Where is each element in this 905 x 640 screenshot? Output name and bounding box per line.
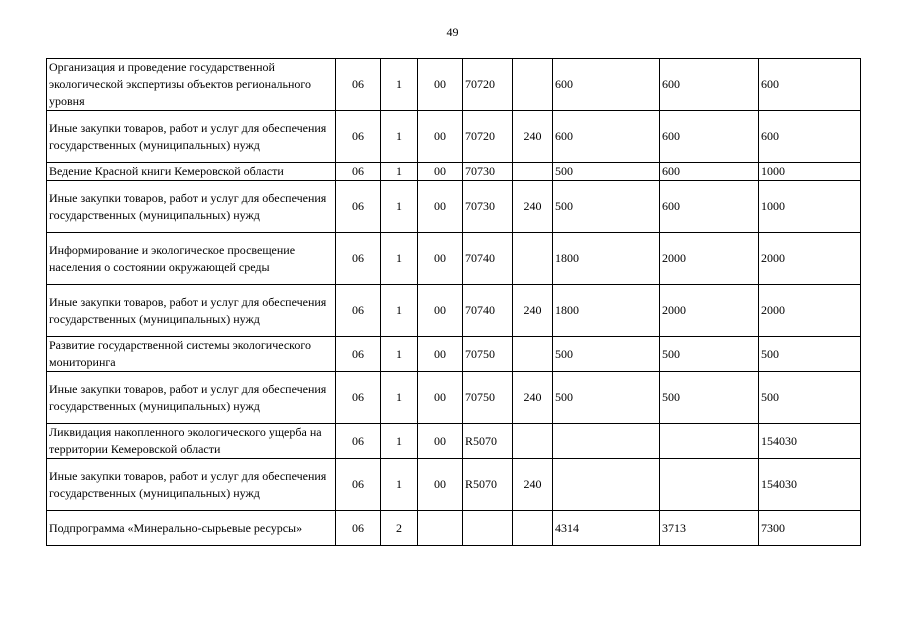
row-expense-type: [513, 59, 553, 111]
row-group: 00: [418, 111, 463, 163]
row-expense-type: 240: [513, 181, 553, 233]
row-subprogram: 1: [381, 285, 418, 337]
row-year3: 2000: [759, 285, 861, 337]
row-year2: 500: [660, 337, 759, 372]
row-name: Иные закупки товаров, работ и услуг для обеспечения государственных (муниципальных) нужд: [47, 459, 336, 511]
row-subprogram: 1: [381, 111, 418, 163]
table-row: [47, 111, 861, 163]
row-section: 06: [336, 372, 381, 424]
row-item: 70740: [463, 233, 513, 285]
row-year2: [660, 424, 759, 459]
row-year1: 500: [553, 181, 660, 233]
row-group: 00: [418, 233, 463, 285]
row-year3: 500: [759, 372, 861, 424]
row-group: 00: [418, 59, 463, 111]
row-year3: 154030: [759, 424, 861, 459]
row-name: Ликвидация накопленного экологического ущерба на территории Кемеровской области: [47, 424, 336, 459]
row-year1: [553, 459, 660, 511]
row-section: 06: [336, 459, 381, 511]
row-year1: 500: [553, 163, 660, 181]
row-year1: 600: [553, 59, 660, 111]
row-name: Информирование и экологическое просвещение населения о состоянии окружающей среды: [47, 233, 336, 285]
row-expense-type: 240: [513, 111, 553, 163]
row-section: 06: [336, 163, 381, 181]
row-section: 06: [336, 111, 381, 163]
row-subprogram: 1: [381, 181, 418, 233]
row-section: 06: [336, 424, 381, 459]
row-year3: 600: [759, 111, 861, 163]
row-section: 06: [336, 181, 381, 233]
row-expense-type: [513, 337, 553, 372]
budget-table: [46, 58, 861, 546]
row-year3: 600: [759, 59, 861, 111]
row-item: 70750: [463, 372, 513, 424]
row-expense-type: [513, 163, 553, 181]
row-expense-type: 240: [513, 285, 553, 337]
row-expense-type: [513, 233, 553, 285]
row-name: Иные закупки товаров, работ и услуг для обеспечения государственных (муниципальных) нужд: [47, 111, 336, 163]
row-group: 00: [418, 424, 463, 459]
row-name: Иные закупки товаров, работ и услуг для обеспечения государственных (муниципальных) нужд: [47, 285, 336, 337]
row-year2: 2000: [660, 285, 759, 337]
row-year3: 154030: [759, 459, 861, 511]
page-number: 49: [446, 25, 459, 39]
row-year2: 2000: [660, 233, 759, 285]
budget-table-body: [47, 59, 861, 546]
table-row: [47, 424, 861, 459]
row-section: 06: [336, 337, 381, 372]
row-section: 06: [336, 59, 381, 111]
row-item: 70740: [463, 285, 513, 337]
row-year1: 500: [553, 337, 660, 372]
row-name: Организация и проведение государственной экологической экспертизы объектов регионального уровня: [47, 59, 336, 111]
row-year3: 500: [759, 337, 861, 372]
row-subprogram: 1: [381, 233, 418, 285]
row-expense-type: [513, 424, 553, 459]
row-section: 06: [336, 233, 381, 285]
row-expense-type: 240: [513, 459, 553, 511]
row-year1: 500: [553, 372, 660, 424]
table-row: [47, 511, 861, 546]
row-subprogram: 2: [381, 511, 418, 546]
row-name: Иные закупки товаров, работ и услуг для обеспечения государственных (муниципальных) нужд: [47, 181, 336, 233]
row-expense-type: [513, 511, 553, 546]
row-year2: 600: [660, 111, 759, 163]
row-year2: 500: [660, 372, 759, 424]
row-section: 06: [336, 285, 381, 337]
row-item: 70730: [463, 163, 513, 181]
row-year3: 1000: [759, 163, 861, 181]
table-row: [47, 181, 861, 233]
row-year2: 3713: [660, 511, 759, 546]
row-item: R5070: [463, 459, 513, 511]
row-item: 70720: [463, 111, 513, 163]
row-year1: 600: [553, 111, 660, 163]
table-row: [47, 459, 861, 511]
row-year2: 600: [660, 59, 759, 111]
row-group: [418, 511, 463, 546]
row-name: Подпрограмма «Минерально-сырьевые ресурсы»: [47, 511, 336, 546]
row-year1: 1800: [553, 233, 660, 285]
table-row: [47, 233, 861, 285]
row-name: Иные закупки товаров, работ и услуг для обеспечения государственных (муниципальных) нужд: [47, 372, 336, 424]
row-subprogram: 1: [381, 337, 418, 372]
row-group: 00: [418, 163, 463, 181]
row-year1: 1800: [553, 285, 660, 337]
row-subprogram: 1: [381, 459, 418, 511]
row-subprogram: 1: [381, 372, 418, 424]
row-group: 00: [418, 372, 463, 424]
row-item: 70730: [463, 181, 513, 233]
row-year3: 7300: [759, 511, 861, 546]
row-item: [463, 511, 513, 546]
row-year2: 600: [660, 163, 759, 181]
row-year2: 600: [660, 181, 759, 233]
row-group: 00: [418, 285, 463, 337]
row-expense-type: 240: [513, 372, 553, 424]
row-item: 70720: [463, 59, 513, 111]
row-subprogram: 1: [381, 424, 418, 459]
row-year2: [660, 459, 759, 511]
table-row: [47, 59, 861, 111]
row-group: 00: [418, 181, 463, 233]
row-name: Ведение Красной книги Кемеровской области: [47, 163, 336, 181]
row-year3: 2000: [759, 233, 861, 285]
row-year3: 1000: [759, 181, 861, 233]
row-group: 00: [418, 459, 463, 511]
row-subprogram: 1: [381, 59, 418, 111]
row-year1: 4314: [553, 511, 660, 546]
table-row: [47, 285, 861, 337]
row-name: Развитие государственной системы экологического мониторинга: [47, 337, 336, 372]
row-year1: [553, 424, 660, 459]
row-section: 06: [336, 511, 381, 546]
table-row: [47, 372, 861, 424]
row-item: 70750: [463, 337, 513, 372]
table-row: [47, 163, 861, 181]
row-item: R5070: [463, 424, 513, 459]
table-row: [47, 337, 861, 372]
row-subprogram: 1: [381, 163, 418, 181]
row-group: 00: [418, 337, 463, 372]
